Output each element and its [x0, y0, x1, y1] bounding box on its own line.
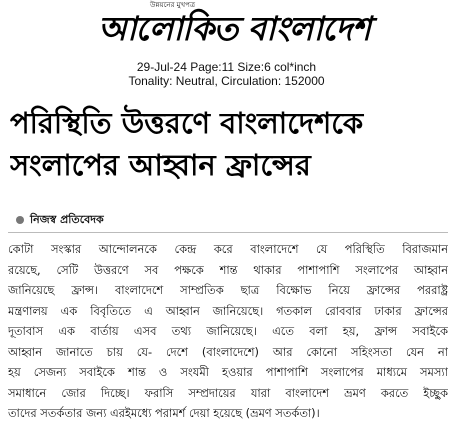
body-line: আহ্বান জানাতে চায় যে- দেশে (বাংলাদেশে) আর কোনো সহিংসতা যেন না — [8, 344, 448, 359]
body-line: সমাধানে জোর দিচ্ছে। ফরাসি সম্প্রদায়ের যারা বাংলাদেশ ভ্রমণ করতে ইচ্ছুক — [8, 385, 448, 400]
newspaper-logo: আলোকিত বাংলাদেশ — [97, 9, 371, 48]
headline-line-1: পরিস্থিতি উত্তরণে বাংলাদেশকে — [10, 106, 364, 140]
body-line: দূতাবাস এক বার্তায় এসব তথ্য জানিয়েছে। এতে বলা হয়, ফ্রান্স সবাইকে — [8, 324, 448, 338]
body-line: হয় সেজন্য সবাইকে শান্ত ও সংযমী হওয়ার পাশাপাশি সংলাপের মাধ্যমে সমস্যা — [8, 365, 448, 379]
body-line: তাদের সতর্কতার জন্য এরইমধ্যে পরামর্শ দেয়া হয়েছে (ভ্রমণ সতর্কতা)। — [8, 406, 320, 420]
headline-line-2: সংলাপের আহ্বান ফ্রান্সের — [10, 148, 311, 182]
body-line: রয়েছে, সেটি উত্তরণে সব পক্ষকে শান্ত থাকার পাশাপাশি সংলাপের আহ্বান — [8, 262, 448, 277]
article-headline — [10, 102, 450, 186]
masthead-tagline: উন্নয়নের মুখপত্র — [150, 1, 196, 9]
byline-divider — [8, 232, 448, 233]
article-body — [8, 239, 448, 424]
body-line: কোটা সংস্কার আন্দোলনকে কেন্দ্র করে বাংলাদেশে যে পরিস্থিতি বিরাজমান — [8, 242, 448, 256]
clipping-tonality-circulation: Tonality: Neutral, Circulation: 152000 — [128, 74, 325, 88]
body-line: মন্ত্রণালয় এক বিবৃতিতে এ আহ্বান জানিয়েছে। গতকাল রোববার ঢাকার ফ্রান্সের — [8, 303, 448, 318]
bullet-icon — [16, 216, 24, 224]
newspaper-masthead — [0, 0, 453, 56]
clipping-date-size: 29-Jul-24 Page:11 Size:6 col*inch — [136, 60, 317, 74]
article-byline — [16, 212, 104, 228]
byline-text: নিজস্ব প্রতিবেদক — [30, 212, 104, 226]
body-line: জানিয়েছে ফ্রান্স। বাংলাদেশে সাম্প্রতিক ছাত্র বিক্ষোভ নিয়ে ফ্রান্সের পররাষ্ট্র — [8, 283, 448, 297]
